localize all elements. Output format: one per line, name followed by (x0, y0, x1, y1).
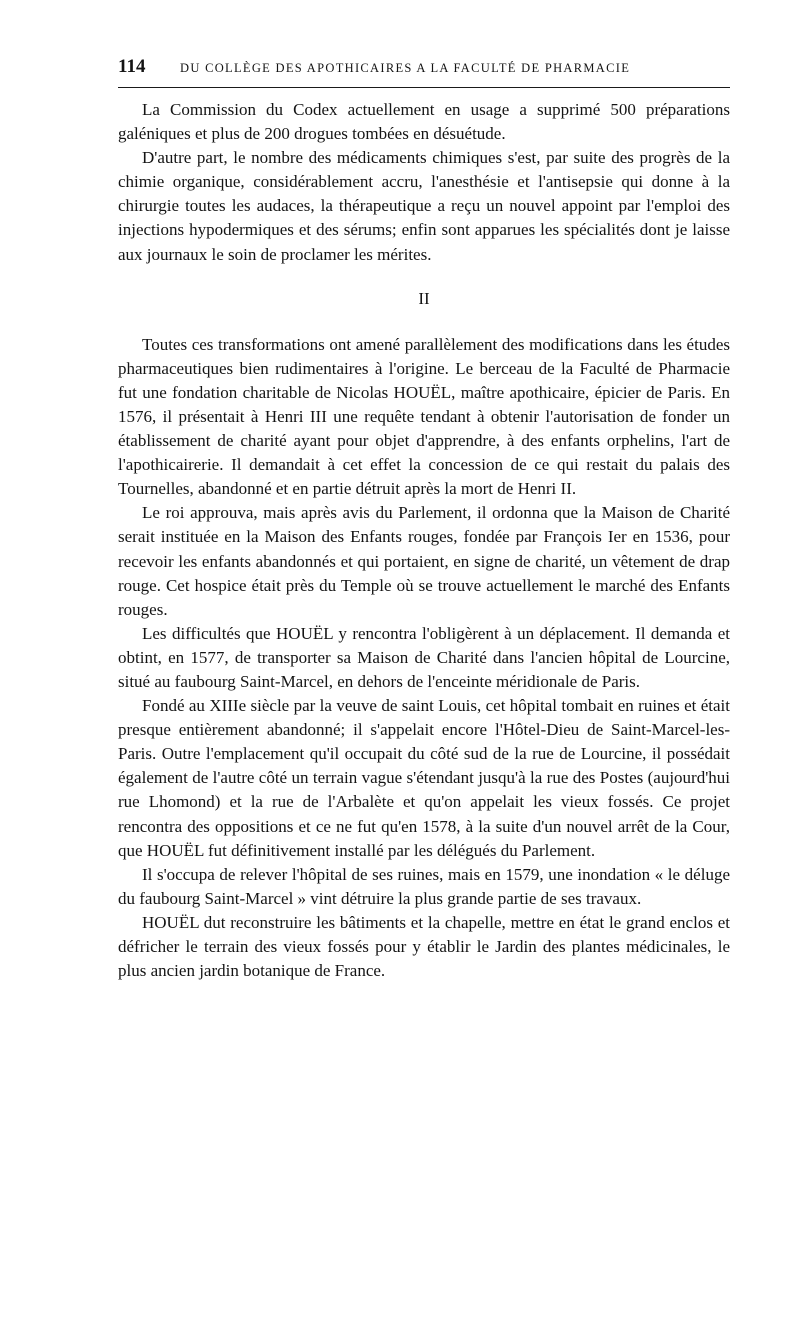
paragraph-relocation: Les difficultés que HOUËL y rencontra l'obligèrent à un déplacement. Il demanda et obtint, en 1577, de transporter sa Maison de Charité dans l'ancien hôpital de Lourcine, situé au faubourg Saint-Marcel, en dehors de l'enceinte méridionale de Paris. (118, 623, 730, 691)
section-heading: II (418, 288, 430, 308)
paragraph-king-approval: Le roi approuva, mais après avis du Parlement, il ordonna que la Maison de Charité serait instituée en la Maison des Enfants rouges, fondée par François Ier en 1536, pour recevoir les enfants abandonnés et qui portaient, en signe de charité, un vêtement de drap rouge. Cet hospice était près du Temple où se trouve actuellement le marché des Enfants rouges. (118, 503, 730, 619)
paragraph-foundation: Toutes ces transformations ont amené parallèlement des modifications dans les études pharmaceutiques bien rudimentaires à l'origine. Le berceau de la Faculté de Pharmacie fut une fondation charitable de Nicolas HOUËL, maître apothicaire, épicier de Paris. En 1576, il présentait à Henri III une requête tendant à obtenir l'autorisation de fonder un établissement de charité ayant pour objet d'apprendre, à des enfants orphelins, l'art de l'apothicairerie. Il demandait à cet effet la concession de ce qui restait du palais des Tournelles, abandonné et en partie détruit après la mort de Henri II. (118, 334, 730, 499)
running-header (118, 56, 730, 88)
running-title: DU COLLÈGE DES APOTHICAIRES A LA FACULTÉ DE PHARMACIE (180, 61, 631, 75)
page-number: 114 (118, 56, 146, 77)
paragraph-chemistry: D'autre part, le nombre des médicaments chimiques s'est, par suite des progrès de la chimie organique, considérablement accru, l'anesthésie et l'antisepsie qui donne à la chirurgie toutes les audaces, la thérapeutique a reçu un nouvel appoint par l'emploi des injections hypodermiques et des sérums; enfin sont apparues les spécialités dont je laisse aux journaux le soin de proclamer les mérites. (118, 148, 730, 264)
paragraph-codex: La Commission du Codex actuellement en usage a supprimé 500 préparations galéniques et plus de 200 drogues tombées en désuétude. (118, 100, 730, 144)
paragraph-garden: HOUËL dut reconstruire les bâtiments et la chapelle, mettre en état le grand enclos et défricher le terrain des vieux fossés pour y établir le Jardin des plantes médicinales, le plus ancien jardin botanique de France. (118, 912, 730, 981)
paragraph-flood: Il s'occupa de relever l'hôpital de ses ruines, mais en 1579, une inondation « le déluge du faubourg Saint-Marcel » vint détruire la plus grande partie de ses travaux. (118, 864, 730, 908)
page-body (118, 98, 730, 983)
book-page (118, 56, 730, 983)
paragraph-hospital: Fondé au XIIIe siècle par la veuve de saint Louis, cet hôpital tombait en ruines et était presque entièrement abandonné; il s'appelait encore l'Hôtel-Dieu de Saint-Marcel-les-Paris. Outre l'emplacement qu'il occupait du côté sud de la rue de Lourcine, il possédait également de l'autre côté un terrain vague s'étendant jusqu'à la rue des Postes (aujourd'hui rue Lhomond) et la rue de l'Arbalète et qu'on appelait les vieux fossés. Ce projet rencontra des oppositions et ce ne fut qu'en 1578, à la suite d'un nouvel arrêt de la Cour, que HOUËL fut définitivement installé par les délégués du Parlement. (118, 696, 730, 860)
